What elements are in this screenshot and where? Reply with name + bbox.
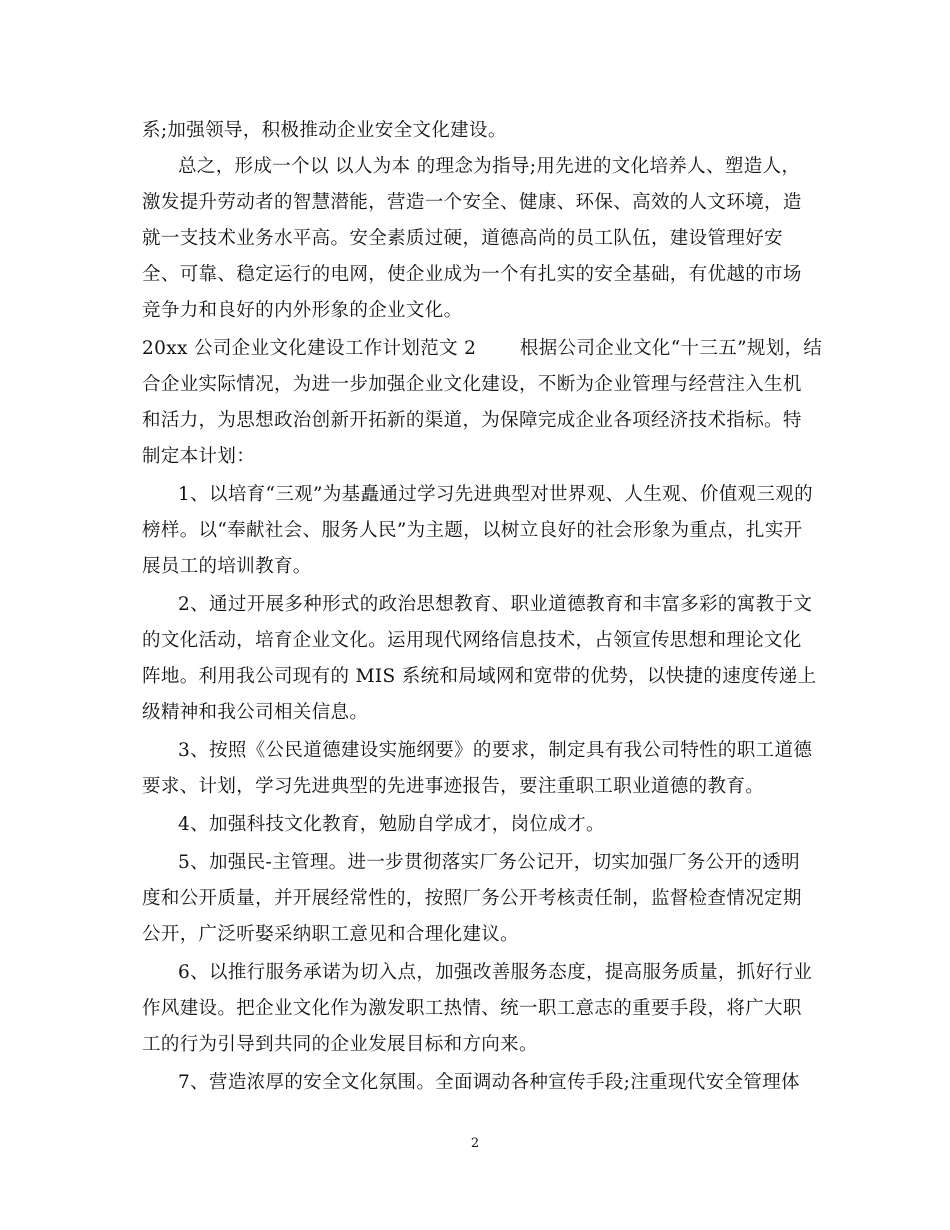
text-line: 榜样。以“奉献社会、服务人民”为主题，以树立良好的社会形象为重点，扎实开 [142, 520, 803, 541]
text-line: 2、通过开展多种形式的政治思想教育、职业道德教育和丰富多彩的寓教于文 [178, 594, 813, 615]
text-line: 7、营造浓厚的安全文化氛围。全面调动各种宣传手段;注重现代安全管理体 [178, 1072, 800, 1093]
text-line: 合企业实际情况，为进一步加强企业文化建设，不断为企业管理与经营注入生机 [142, 374, 802, 395]
text-line: 1、以培育“三观”为基矗通过学习先进典型对世界观、人生观、价值观三观的 [178, 484, 813, 505]
text-line: 要求、计划，学习先进典型的先进事迹报告，要注重职工职业道德的教育。 [142, 776, 765, 797]
text-line: 作风建设。把企业文化作为激发职工热情、统一职工意志的重要手段，将广大职 [142, 998, 802, 1019]
text-line: 级精神和我公司相关信息。 [142, 702, 369, 723]
text-line: 4、加强科技文化教育，勉励自学成才，岗位成才。 [178, 814, 605, 835]
text-line: 度和公开质量，并开展经常性的，按照厂务公开考核责任制，监督检查情况定期 [142, 888, 802, 909]
text-line: 就一支技术业务水平高。安全素质过硬，道德高尚的员工队伍，建设管理好安 [142, 228, 783, 249]
page-number: 2 [470, 1136, 480, 1151]
text-line: 公开，广泛听娶采纳职工意见和合理化建议。 [142, 924, 520, 945]
text-line: 5、加强民-主管理。进一步贯彻落实厂务公记开，切实加强厂务公开的透明 [178, 852, 800, 873]
text-line: 系;加强领导，积极推动企业安全文化建设。 [142, 120, 507, 141]
text-line: 全、可靠、稳定运行的电网，使企业成为一个有扎实的安全基础，有优越的市场 [142, 264, 802, 285]
text-line: 制定本计划： [142, 446, 256, 467]
text-line: 3、按照《公民道德建设实施纲要》的要求，制定具有我公司特性的职工道德 [178, 740, 813, 761]
text-line: 20xx 公司企业文化建设工作计划范文 2 根据公司企业文化“十三五”规划，结 [142, 338, 823, 359]
text-line: 的文化活动，培育企业文化。运用现代网络信息技术，占领宣传思想和理论文化 [142, 630, 802, 651]
text-line: 和活力，为思想政治创新开拓新的渠道，为保障完成企业各项经济技术指标。特 [142, 410, 802, 431]
text-line: 展员工的培训教育。 [142, 556, 312, 577]
text-line: 工的行为引导到共同的企业发展目标和方向来。 [142, 1034, 538, 1055]
text-line: 6、以推行服务承诺为切入点，加强改善服务态度，提高服务质量，抓好行业 [178, 962, 813, 983]
text-line: 总之，形成一个以 以人为本 的理念为指导;用先进的文化培养人、塑造人， [178, 156, 801, 177]
text-line: 激发提升劳动者的智慧潜能，营造一个安全、健康、环保、高效的人文环境，造 [142, 192, 802, 213]
text-line: 阵地。利用我公司现有的 MIS 系统和局域网和宽带的优势，以快捷的速度传递上 [142, 666, 817, 687]
text-line: 竞争力和良好的内外形象的企业文化。 [142, 300, 463, 321]
